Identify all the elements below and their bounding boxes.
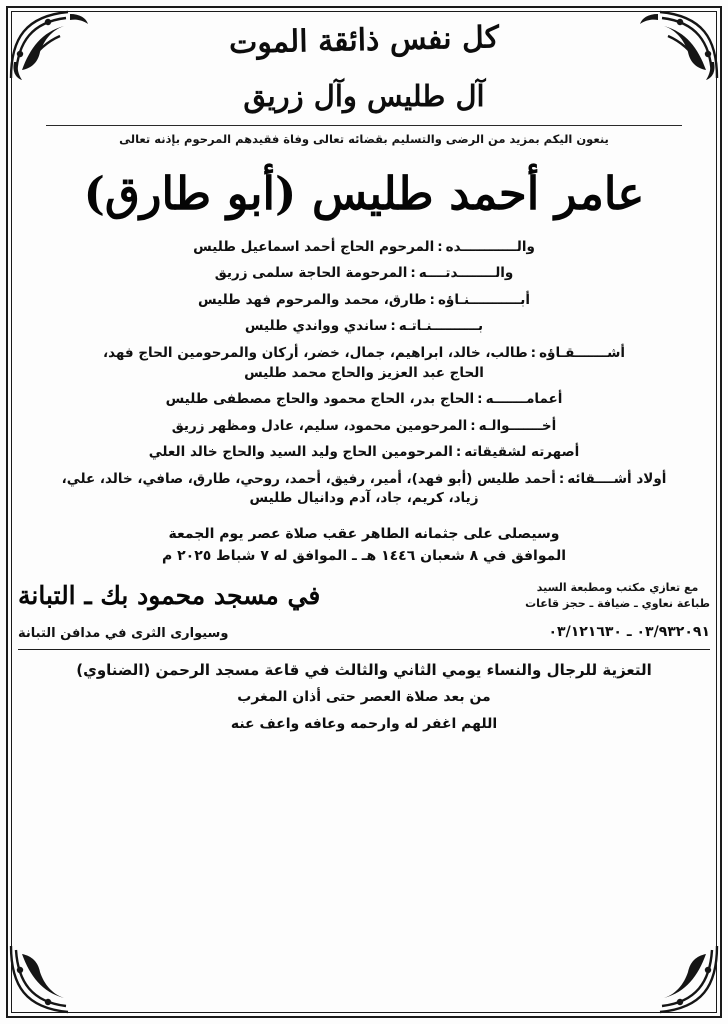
relation-value: أحمد طليس (أبو فهد)، أمير، رفيق، أحمد، روحي، طارق، صافي، خالد، علي، xyxy=(61,470,556,487)
relation-label: والــــــــدتــــه xyxy=(418,265,514,282)
prayer-date-line: الموافق في ٨ شعبان ١٤٤٦ هـ ـ الموافق له ٧ شباط ٢٠٢٥ م xyxy=(161,548,567,565)
relation-entry xyxy=(18,317,710,337)
condolence-hall-line: التعزية للرجال والنساء يومي الثاني والثالث في قاعة مسجد الرحمن (الضناوي) xyxy=(76,660,652,679)
relation-separator: : xyxy=(477,391,483,408)
relation-label: أشـــــــقـاؤه xyxy=(539,345,626,361)
relation-value: المرحومين محمود، سليم، عادل ومظهر زريق xyxy=(171,417,468,434)
relation-value: طالب، خالد، ابراهيم، جمال، خضر، أركان والمرحومين الحاج فهد، xyxy=(102,345,528,361)
relation-value: المرحوم الحاج أحمد اسماعيل طليس xyxy=(193,238,435,255)
relation-entry xyxy=(18,443,710,463)
mosque-location: في مسجد محمود بك ـ التبانة xyxy=(18,581,321,611)
office-credit-line-2: طباعة نعاوي ـ ضيافة ـ حجز قاعات xyxy=(525,596,710,610)
divider-top xyxy=(46,125,683,126)
relation-separator: : xyxy=(470,417,476,434)
relation-label: بــــــــــنـاتـه xyxy=(398,318,484,335)
relation-entry xyxy=(18,238,710,258)
relation-entry xyxy=(18,390,710,410)
relations-list xyxy=(18,238,710,509)
relation-separator: : xyxy=(558,470,565,487)
burial-location-line: وسيوارى الثرى في مدافن التبانة xyxy=(18,625,229,641)
relation-entry xyxy=(18,344,710,383)
prayer-supplication-line: اللهم اغفر له وارحمه وعافه واعف عنه xyxy=(230,715,498,732)
relation-value: المرحومين الحاج وليد السيد والحاج خالد العلي xyxy=(148,444,453,461)
burial-band xyxy=(18,624,710,641)
relation-separator: : xyxy=(437,238,443,255)
relation-value-continued: زياد، كريم، جاد، آدم ودانيال طليس xyxy=(249,490,479,507)
relation-separator: : xyxy=(410,265,416,282)
contact-phone-numbers: ٠٣/٩٣٢٠٩١ ـ ٠٣/١٢١٦٣٠ xyxy=(548,624,710,641)
relation-label: أبـــــــــــنـاؤه xyxy=(437,291,530,308)
closing-notes xyxy=(76,656,652,738)
funeral-prayer-info xyxy=(162,523,566,568)
relation-entry xyxy=(18,470,710,509)
mosque-band xyxy=(18,580,710,612)
relation-separator: : xyxy=(455,444,462,461)
relation-separator: : xyxy=(429,291,435,308)
prayer-time-line: وسيصلى على جثمانه الطاهر عقب صلاة عصر يوم الجمعة xyxy=(168,525,560,542)
relation-entry xyxy=(18,291,710,311)
family-names: آل طليس وآل زريق xyxy=(243,79,485,113)
office-credit-line-1: مع تعازي مكتب ومطبعة السيد xyxy=(536,580,699,594)
relation-separator: : xyxy=(390,318,396,335)
relation-value-continued: الحاج عبد العزيز والحاج محمد طليس xyxy=(244,364,484,381)
condolence-hours-line: من بعد صلاة العصر حتى أذان المغرب xyxy=(237,689,491,706)
relation-label: أولاد أشــــقائه xyxy=(567,470,667,487)
relation-entry xyxy=(18,417,710,437)
printing-office-credit xyxy=(525,580,710,612)
relation-value: طارق، محمد والمرحوم فهد طليس xyxy=(198,291,427,308)
condolence-intro: ينعون اليكم بمزيد من الرضى والتسليم بقضائه تعالى وفاة فقيدهم المرحوم بإذنه تعالى xyxy=(119,132,609,146)
relation-label: أعمامـــــــه xyxy=(485,391,563,408)
relation-value: ساندي وواندي طليس xyxy=(244,318,388,335)
relation-label: أخـــــــوالـه xyxy=(478,417,557,434)
deceased-name: عامر أحمد طليس (أبو طارق) xyxy=(83,167,645,220)
relation-value: المرحومة الحاجة سلمى زريق xyxy=(214,265,408,282)
divider-bottom xyxy=(18,649,710,650)
relation-value: الحاج بدر، الحاج محمود والحاج مصطفى طليس xyxy=(165,391,475,408)
relation-label: والــــــــــــده xyxy=(445,238,535,255)
relation-entry xyxy=(18,264,710,284)
relation-separator: : xyxy=(530,345,537,361)
quran-verse: كل نفس ذائقة الموت xyxy=(228,20,500,61)
relation-label: أصهرته لشقيقاته xyxy=(464,444,580,461)
poster-content xyxy=(18,14,710,1010)
